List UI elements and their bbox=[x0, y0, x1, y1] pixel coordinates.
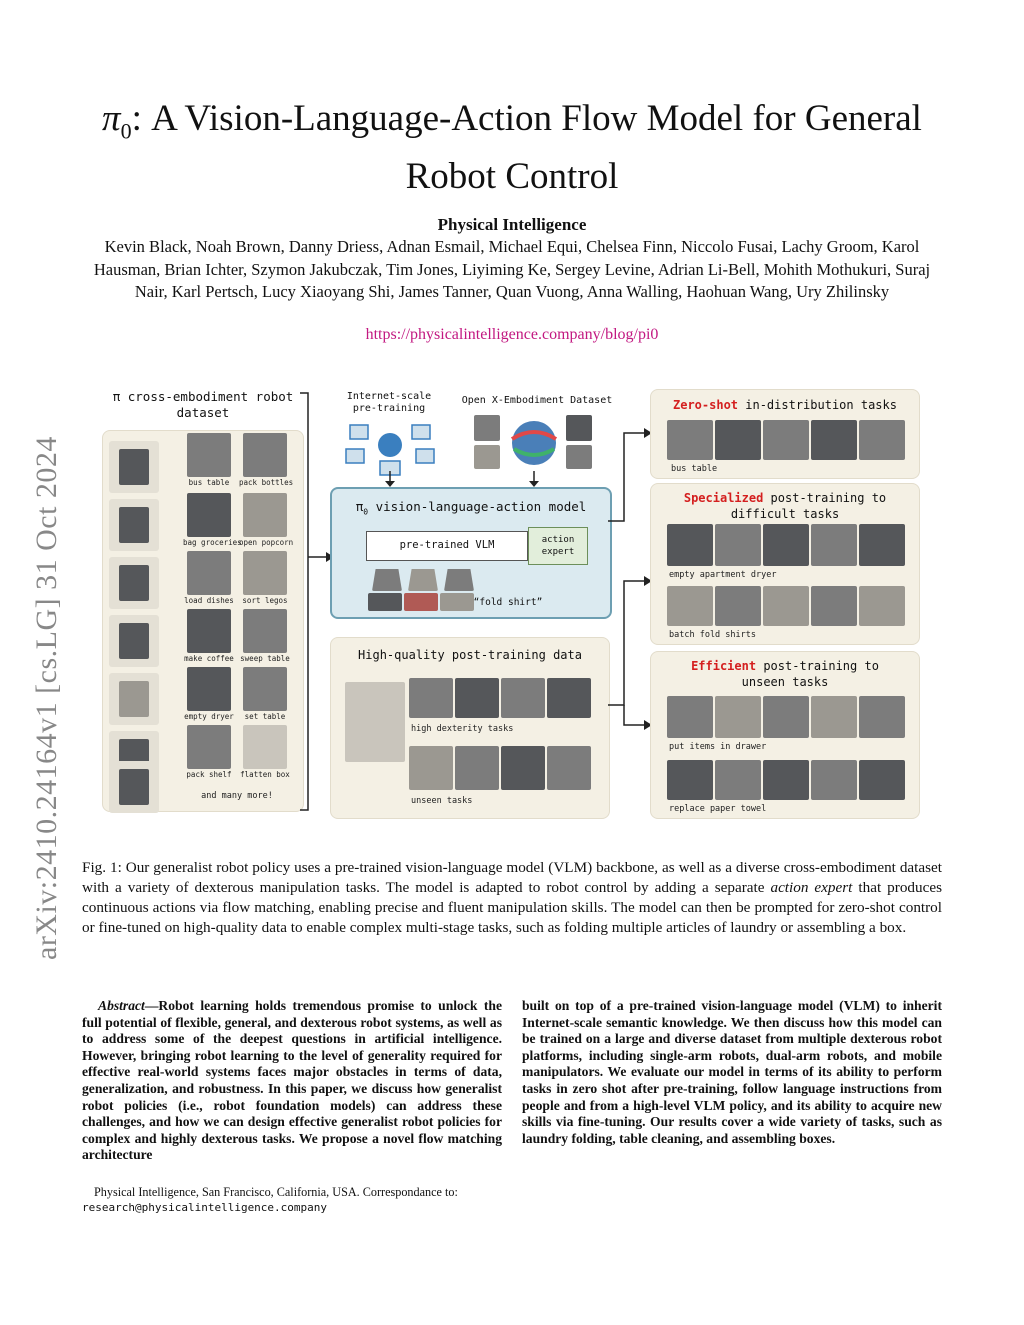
task-image bbox=[859, 420, 905, 460]
task-image bbox=[455, 678, 499, 718]
task-image bbox=[187, 609, 231, 653]
robot-image bbox=[109, 557, 159, 609]
robot-image bbox=[109, 441, 159, 493]
task-image bbox=[811, 586, 857, 626]
camera-image bbox=[368, 593, 402, 611]
down-arrow-icon bbox=[382, 471, 398, 487]
image-input bbox=[372, 569, 402, 591]
image-input bbox=[444, 569, 474, 591]
task-image bbox=[243, 667, 287, 711]
arxiv-stamp: arXiv:2410.24164v1 [cs.LG] 31 Oct 2024 bbox=[30, 436, 63, 960]
task-label: bag groceries bbox=[183, 538, 242, 547]
efficient-highlight: Efficient bbox=[691, 659, 757, 673]
author-list: Kevin Black, Noah Brown, Danny Driess, Adnan Esmail, Michael Equi, Chelsea Finn, Niccolo Fusai, Lachy Groom, Karol Hausman, Brian Ichter, Szymon Jakubczak, Tim Jones, Liyiming Ke, Sergey Levine, Adrian Li-Bell, Mohith Mothukuri, Suraj Nair, Karl Pertsch, Lucy Xiaoyang Shi, James Tanner, Quan Vuong, Anna Walling, Haohuan Wang, Ury Zhilinsky bbox=[93, 237, 931, 301]
specialized-text: post-training to difficult tasks bbox=[730, 491, 887, 521]
specialized-title bbox=[671, 490, 899, 522]
task-image bbox=[243, 493, 287, 537]
task-image bbox=[409, 678, 453, 718]
task-image bbox=[547, 746, 591, 790]
down-arrow-icon bbox=[526, 471, 542, 487]
specialized-highlight: Specialized bbox=[683, 491, 764, 505]
task-image bbox=[811, 524, 857, 566]
task-image bbox=[715, 760, 761, 800]
action-expert-label: action expert bbox=[541, 535, 575, 557]
task-image bbox=[859, 586, 905, 626]
zeroshot-highlight: Zero-shot bbox=[673, 398, 739, 412]
task-image bbox=[763, 420, 809, 460]
task-image bbox=[715, 524, 761, 566]
robot-image bbox=[109, 761, 159, 813]
internet-label: Internet-scale pre-training bbox=[346, 391, 432, 414]
specialized-task1-label: empty apartment dryer bbox=[669, 570, 777, 580]
zeroshot-panel bbox=[650, 389, 920, 479]
task-image bbox=[501, 746, 545, 790]
efficient-panel bbox=[650, 651, 920, 819]
task-image bbox=[811, 420, 857, 460]
task-image bbox=[763, 696, 809, 738]
caption-emphasis: action expert bbox=[770, 879, 853, 896]
abstract-right-column: built on top of a pre-trained vision-language model (VLM) to inherit Internet-scale semantic knowledge. We then discuss how this model can be trained on a large and diverse dataset from multiple dexterous robot platforms, including single-arm robots, dual-arm robots, and mobile manipulators. We evaluate our model in terms of its ability to perform tasks in zero shot after pre-training, follow language instructions from people and from a high-level VLM policy, and its ability to acquire new skills via fine-tuning. Our results cover a wide variety of tasks, such as laundry folding, table cleaning, and assembling boxes. bbox=[522, 998, 942, 1146]
specialized-task2-label: batch fold shirts bbox=[669, 630, 756, 640]
specialized-panel bbox=[650, 483, 920, 645]
task-label: flatten box bbox=[240, 770, 290, 779]
dataset-title: π cross-embodiment robot dataset bbox=[112, 389, 294, 420]
title-pi-symbol: π bbox=[102, 98, 121, 139]
task-image bbox=[859, 760, 905, 800]
task-label: bus table bbox=[188, 478, 230, 487]
task-image bbox=[187, 433, 231, 477]
efficient-text: post-training to unseen tasks bbox=[741, 659, 879, 689]
robot-image bbox=[109, 673, 159, 725]
task-image bbox=[187, 667, 231, 711]
output-arrows bbox=[608, 425, 652, 735]
oxe-image bbox=[474, 415, 500, 441]
task-image bbox=[501, 678, 545, 718]
task-image bbox=[859, 696, 905, 738]
efficient-task2-label: replace paper towel bbox=[669, 804, 767, 814]
zeroshot-text: in-distribution tasks bbox=[738, 398, 897, 412]
caption-text: Fig. 1: Our generalist robot policy uses a pre-trained vision-language model (VLM) backbone, as well as a diverse cross-embodiment dataset with a variety of dexterous manipulation tasks. The model is adapted to robot control by adding a separate bbox=[82, 859, 942, 896]
robot-image bbox=[109, 499, 159, 551]
task-image bbox=[455, 746, 499, 790]
task-image bbox=[187, 551, 231, 595]
oxe-globe-icon bbox=[506, 415, 562, 471]
task-image bbox=[547, 678, 591, 718]
task-label: load dishes bbox=[184, 596, 234, 605]
task-label: empty dryer bbox=[184, 712, 234, 721]
task-label: open popcorn bbox=[239, 538, 294, 547]
image-input bbox=[408, 569, 438, 591]
task-image bbox=[763, 760, 809, 800]
task-image bbox=[667, 696, 713, 738]
task-image bbox=[243, 609, 287, 653]
zeroshot-task-label: bus table bbox=[671, 464, 718, 474]
task-label: sort legos bbox=[242, 596, 288, 605]
dataset-more-label: and many more! bbox=[201, 791, 273, 801]
caption-text: that produces continuous actions via flow matching, enabling precise and fluent manipulation skills. The model can then be prompted for zero-shot control or fine-tuned on high-quality data to enable complex multi-stage tasks, such as folding multiple articles of laundry or assembling a box. bbox=[82, 879, 942, 936]
model-title bbox=[332, 499, 610, 517]
footnote-email[interactable]: research@physicalintelligence.company bbox=[82, 1201, 328, 1214]
task-image bbox=[667, 524, 713, 566]
robot-arm-image bbox=[345, 682, 405, 762]
vlm-label: pre-trained VLM bbox=[399, 539, 495, 551]
posttrain-panel bbox=[330, 637, 610, 819]
zeroshot-title bbox=[651, 398, 919, 412]
figure-caption bbox=[82, 858, 942, 938]
footnote bbox=[82, 1185, 512, 1215]
model-title-pi: π bbox=[355, 499, 364, 514]
task-image bbox=[811, 760, 857, 800]
unseen-label: unseen tasks bbox=[411, 796, 473, 806]
task-image bbox=[715, 696, 761, 738]
footnote-text: Physical Intelligence, San Francisco, California, USA. Correspondance to: bbox=[94, 1185, 458, 1199]
task-image bbox=[187, 725, 231, 769]
oxe-image bbox=[566, 415, 592, 441]
internet-globe-icon bbox=[340, 419, 440, 477]
task-image bbox=[715, 420, 761, 460]
task-label: set table bbox=[244, 712, 286, 721]
robot-image bbox=[109, 615, 159, 667]
title-text: : A Vision-Language-Action Flow Model for General Robot Control bbox=[131, 98, 922, 198]
task-image bbox=[243, 433, 287, 477]
task-image bbox=[811, 696, 857, 738]
project-link[interactable]: https://physicalintelligence.company/blog/pi0 bbox=[365, 326, 659, 343]
posttrain-title: High-quality post-training data bbox=[358, 648, 582, 662]
oxe-image bbox=[474, 445, 500, 469]
task-image bbox=[763, 586, 809, 626]
abstract-text: —Robot learning holds tremendous promise to unlock the full potential of flexible, general, and dexterous robot systems, as well as to address some of the deepest questions in artificial intelligence. However, bringing robot learning to the level of generality required for effective real-world systems faces major obstacles in terms of data, generalization, and robustness. In this paper, we discuss how generalist robot policies (i.e., robot foundation models) can address these challenges, and how we can design effective generalist robot policies for complex and highly dexterous tasks. We propose a novel flow matching architecture bbox=[82, 998, 502, 1163]
task-image bbox=[667, 760, 713, 800]
oxe-image bbox=[566, 445, 592, 469]
task-label: make coffee bbox=[184, 654, 234, 663]
task-image bbox=[715, 586, 761, 626]
task-image bbox=[667, 586, 713, 626]
task-image bbox=[409, 746, 453, 790]
abstract-heading: Abstract bbox=[98, 998, 145, 1013]
task-image bbox=[763, 524, 809, 566]
dataset-panel bbox=[102, 430, 304, 812]
model-title-text: vision-language-action model bbox=[368, 499, 587, 514]
vlm-block bbox=[366, 531, 528, 561]
model-title-sub: 0 bbox=[363, 507, 369, 517]
oxe-label: Open X-Embodiment Dataset bbox=[461, 395, 613, 406]
action-expert-block bbox=[528, 527, 588, 565]
figure-1 bbox=[100, 385, 922, 821]
task-image bbox=[187, 493, 231, 537]
task-image bbox=[243, 551, 287, 595]
task-image bbox=[859, 524, 905, 566]
vla-model-panel bbox=[330, 487, 612, 619]
title-subscript: 0 bbox=[120, 118, 132, 144]
paper-title bbox=[60, 96, 964, 200]
efficient-title bbox=[675, 658, 895, 690]
task-label: sweep table bbox=[240, 654, 290, 663]
task-label: pack bottles bbox=[239, 478, 294, 487]
task-image bbox=[667, 420, 713, 460]
efficient-task1-label: put items in drawer bbox=[669, 742, 767, 752]
abstract-left-column bbox=[82, 998, 502, 1164]
high-dex-label: high dexterity tasks bbox=[411, 724, 514, 734]
prompt-label: “fold shirt” bbox=[473, 597, 543, 608]
task-label: pack shelf bbox=[186, 770, 232, 779]
task-image bbox=[243, 725, 287, 769]
organization: Physical Intelligence bbox=[437, 215, 587, 234]
camera-image bbox=[404, 593, 438, 611]
